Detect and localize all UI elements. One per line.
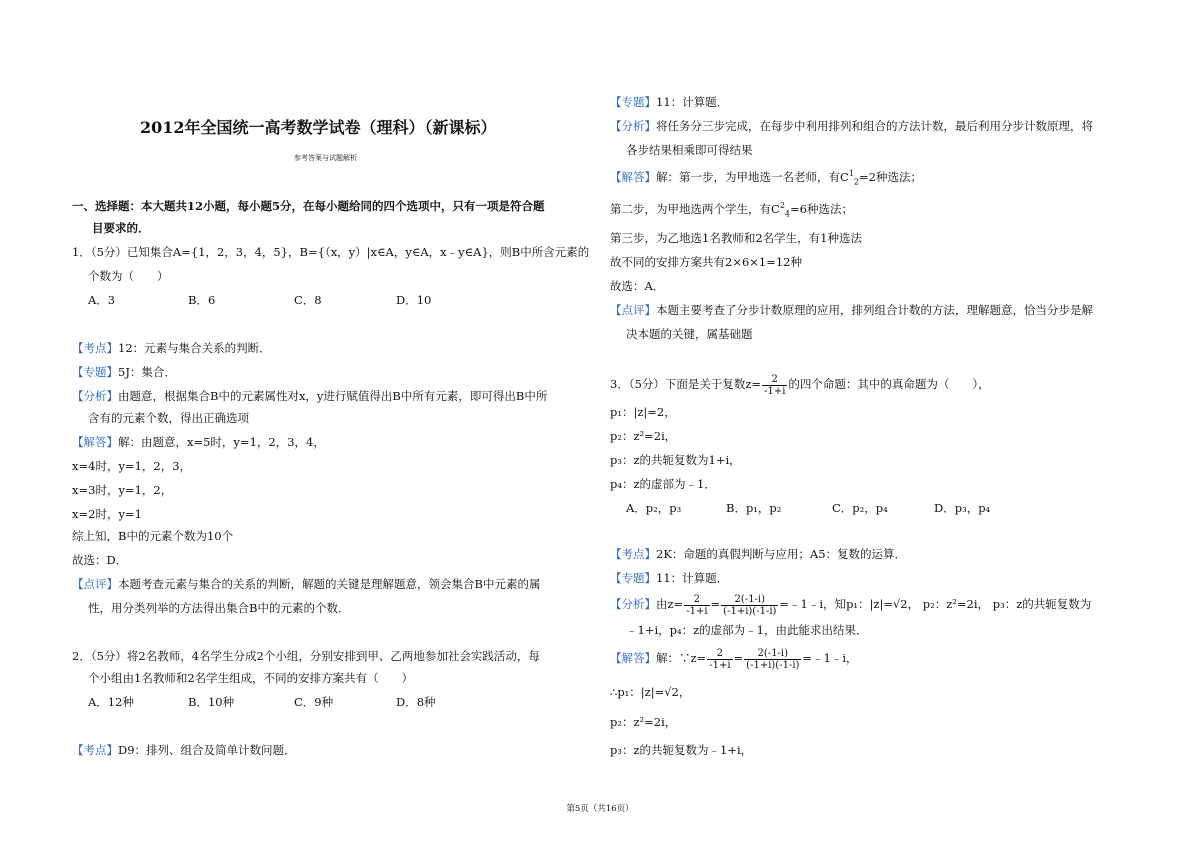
q1-option-a: A．3 <box>88 293 116 307</box>
q3-fenxi-line2: ﹣1+i，p₄：z的虚部为﹣1，由此能求出结果． <box>626 623 868 637</box>
q3-kaodian: 【考点】2K：命题的真假判断与应用；A5：复数的运算． <box>610 547 907 561</box>
page-title: 2012年全国统一高考数学试卷（理科）（新课标） <box>140 118 497 137</box>
q3-p3: p₃：z的共轭复数为1+i， <box>610 453 741 467</box>
q1-jieda-line6: 故选：D． <box>72 553 128 567</box>
q3-jieda-line2: ∴p₁：|z|=√2， <box>610 685 691 699</box>
q1-dianping-line1: 【点评】本题考查元素与集合的关系的判断，解题的关键是理解题意，领会集合B中元素的属 <box>72 577 541 591</box>
q2-jieda-line3: 第三步，为乙地选1名教师和2名学生，有1种选法 <box>610 231 862 245</box>
q3-jieda-line1: 【解答】解：∵z= $\frac{2}{-1+i}$ = $\frac{2(-1-i)}{(-1+i)(-1-i)}$ =﹣1﹣i， <box>610 647 858 671</box>
section-heading-cont: 目要求的． <box>92 221 150 235</box>
dianping-tag: 【点评】 <box>72 577 118 591</box>
q3-stem-line1: 3．（5分）下面是关于复数z= $\frac{2}{-1+i}$ 的四个命题：其中的真命题为（ ）， <box>610 373 990 397</box>
q1-jieda-line5: 综上知，B中的元素个数为10个 <box>72 529 234 543</box>
q3-p2: p₂：z²=2i， <box>610 429 677 443</box>
q2-stem-line1: 2．（5分）将2名教师，4名学生分成2个小组，分别安排到甲、乙两地参加社会实践活动，每 <box>72 649 540 663</box>
q2-dianping-line2: 决本题的关键，属基础题 <box>626 327 753 341</box>
q2-option-b: B．10种 <box>188 695 235 709</box>
dianping-tag: 【点评】 <box>610 303 656 317</box>
zhuanti-tag: 【专题】 <box>610 95 656 109</box>
q2-option-c: C．9种 <box>294 695 334 709</box>
q2-zhuanti: 【专题】11：计算题． <box>610 95 729 109</box>
q2-dianping-line1: 【点评】本题主要考查了分步计数原理的应用，排列组合计数的方法，理解题意，恰当分步是解 <box>610 303 1093 317</box>
q1-zhuanti: 【专题】5J：集合． <box>72 365 176 379</box>
combination-c21: $C^1_2$ <box>840 169 859 187</box>
q2-option-d: D．8种 <box>396 695 436 709</box>
q1-kaodian: 【考点】12：元素与集合关系的判断． <box>72 341 271 355</box>
fenxi-tag: 【分析】 <box>610 597 656 611</box>
jieda-tag: 【解答】 <box>610 651 656 665</box>
kaodian-tag: 【考点】 <box>72 743 118 757</box>
q3-jieda-line3: p₂：z²=2i， <box>610 715 677 729</box>
q2-jieda-line2: 第二步，为甲地选两个学生，有$C^2_4=6$种选法； <box>610 201 853 219</box>
zhuanti-tag: 【专题】 <box>72 365 118 379</box>
combination-c42: $C^2_4$ <box>771 201 790 219</box>
section-heading: 一、选择题：本大题共12小题，每小题5分，在每小题给同的四个选项中，只有一项是符合题 <box>72 199 545 213</box>
q1-jieda-line1: 【解答】解：由题意，x=5时，y=1，2，3，4， <box>72 435 325 449</box>
page-subtitle: 参考答案与试题解析 <box>294 154 357 162</box>
q3-fenxi-line1: 【分析】由z= $\frac{2}{-1+i}$ = $\frac{2(-1-i)}{(-1+i)(-1-i)}$ =﹣1﹣i，知p₁：|z|=√2， p₂：z²=2i， p₃：z的共轭复数为 <box>610 593 1092 617</box>
q1-jieda-line2: x=4时，y=1，2，3， <box>72 459 192 473</box>
q3-p1: p₁：|z|=2， <box>610 405 676 419</box>
q1-jieda-line4: x=2时，y=1 <box>72 507 142 521</box>
kaodian-tag: 【考点】 <box>72 341 118 355</box>
kaodian-tag: 【考点】 <box>610 547 656 561</box>
q1-fenxi-line2: 含有的元素个数，得出正确选项 <box>88 411 249 425</box>
q1-dianping-line2: 性，用分类列举的方法得出集合B中的元素的个数． <box>88 601 350 615</box>
q3-option-b: B．p₁，p₂ <box>726 501 782 515</box>
q3-option-d: D．p₃，p₄ <box>934 501 991 515</box>
page-footer: 第5页（共16页） <box>566 804 634 814</box>
q3-jieda-line4: p₃：z的共轭复数为﹣1+i， <box>610 743 753 757</box>
q2-jieda-line4: 故不同的安排方案共有2×6×1=12种 <box>610 255 802 269</box>
zhuanti-tag: 【专题】 <box>610 571 656 585</box>
jieda-tag: 【解答】 <box>610 169 656 184</box>
q3-fraction: $\frac{2}{-1+i}$ <box>764 373 786 397</box>
q1-stem-line1: 1．（5分）已知集合A={1，2，3，4，5}，B={（x，y）|x∈A，y∈A，x﹣y∈A}，则B中所含元素的 <box>72 245 590 259</box>
q1-fenxi-line1: 【分析】由题意，根据集合B中的元素属性对x，y进行赋值得出B中所有元素，即可得出B中所 <box>72 389 548 403</box>
q2-fenxi-line2: 各步结果相乘即可得结果 <box>626 143 753 157</box>
q1-jieda-line3: x=3时，y=1，2， <box>72 483 173 497</box>
q1-stem-line2: 个数为（ ） <box>88 269 169 283</box>
fenxi-tag: 【分析】 <box>72 389 118 403</box>
fenxi-tag: 【分析】 <box>610 119 656 133</box>
q3-p4: p₄：z的虚部为﹣1． <box>610 477 716 491</box>
q1-option-d: D．10 <box>396 293 432 307</box>
q3-option-a: A．p₂，p₃ <box>626 501 682 515</box>
q2-jieda-line1: 【解答】解：第一步，为甲地选一名老师，有$C^1_2=2$种选法； <box>610 169 922 187</box>
q3-zhuanti: 【专题】11：计算题． <box>610 571 729 585</box>
q2-option-a: A．12种 <box>88 695 134 709</box>
q3-option-c: C．p₂，p₄ <box>832 501 888 515</box>
q2-fenxi-line1: 【分析】将任务分三步完成，在每步中利用排列和组合的方法计数，最后利用分步计数原理，将 <box>610 119 1093 133</box>
jieda-tag: 【解答】 <box>72 435 118 449</box>
q2-stem-line2: 个小组由1名教师和2名学生组成，不同的安排方案共有（ ） <box>88 671 414 685</box>
q2-kaodian: 【考点】D9：排列、组合及简单计数问题． <box>72 743 296 757</box>
q2-jieda-line5: 故选：A． <box>610 279 665 293</box>
q1-option-c: C．8 <box>294 293 322 307</box>
q1-option-b: B．6 <box>188 293 216 307</box>
